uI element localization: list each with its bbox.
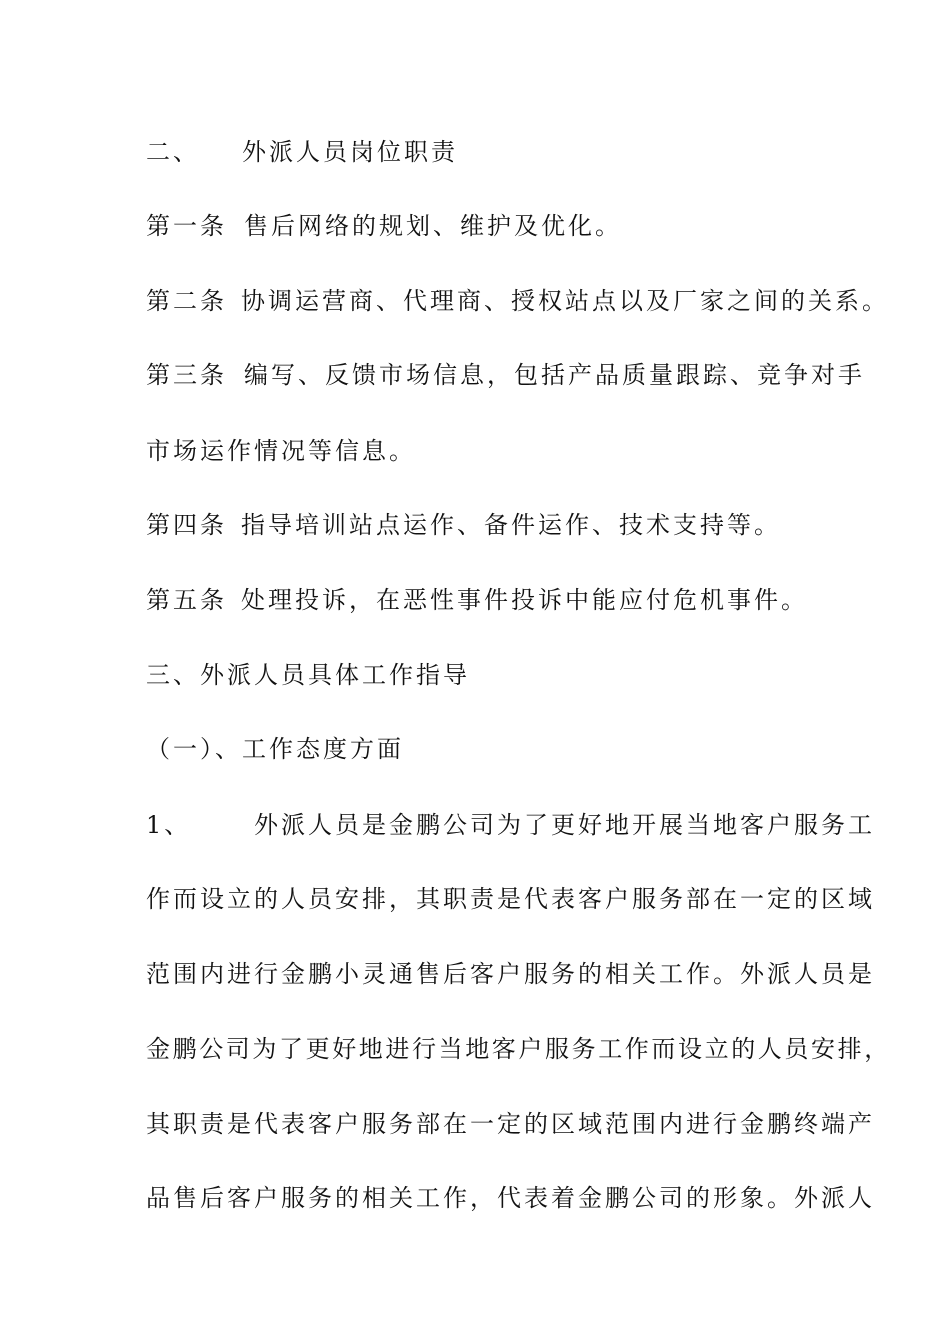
article-continuation: 市场运作情况等信息。 [146,437,416,465]
article-line [146,286,889,316]
article-number: 第一条 [146,212,227,240]
section-number: 二、 [146,138,200,166]
section-heading [146,137,458,167]
article-number: 第三条 [146,361,227,389]
article-text: 编写、反馈市场信息，包括产品质量跟踪、竞争对手 [244,361,865,389]
article-line [146,360,865,390]
paragraph-line: 其职责是代表客户服务部在一定的区域范围内进行金鹏终端产 [146,1110,875,1138]
article-number: 第二条 [146,287,227,315]
article-number: 第五条 [146,586,227,614]
subsection-heading: （一）、工作态度方面 [146,735,404,763]
article-text: 售后网络的规划、维护及优化。 [244,212,622,240]
section-heading: 三、外派人员具体工作指导 [146,661,470,689]
item-number: 1、 [146,811,192,839]
article-line [146,585,808,615]
article-line [146,211,622,241]
article-line [146,510,781,540]
article-number: 第四条 [146,511,227,539]
article-text: 协调运营商、代理商、授权站点以及厂家之间的关系。 [241,287,889,315]
paragraph-line: 作而设立的人员安排，其职责是代表客户服务部在一定的区域 [146,885,875,913]
section-title: 外派人员岗位职责 [242,138,458,166]
article-text: 处理投诉，在恶性事件投诉中能应付危机事件。 [241,586,808,614]
article-text: 指导培训站点运作、备件运作、技术支持等。 [241,511,781,539]
paragraph-line [146,810,875,840]
paragraph-line: 品售后客户服务的相关工作，代表着金鹏公司的形象。外派人 [146,1184,875,1212]
paragraph-text: 外派人员是金鹏公司为了更好地开展当地客户服务工 [254,811,875,839]
paragraph-line: 范围内进行金鹏小灵通售后客户服务的相关工作。外派人员是 [146,960,875,988]
paragraph-line: 金鹏公司为了更好地进行当地客户服务工作而设立的人员安排， [146,1035,891,1063]
